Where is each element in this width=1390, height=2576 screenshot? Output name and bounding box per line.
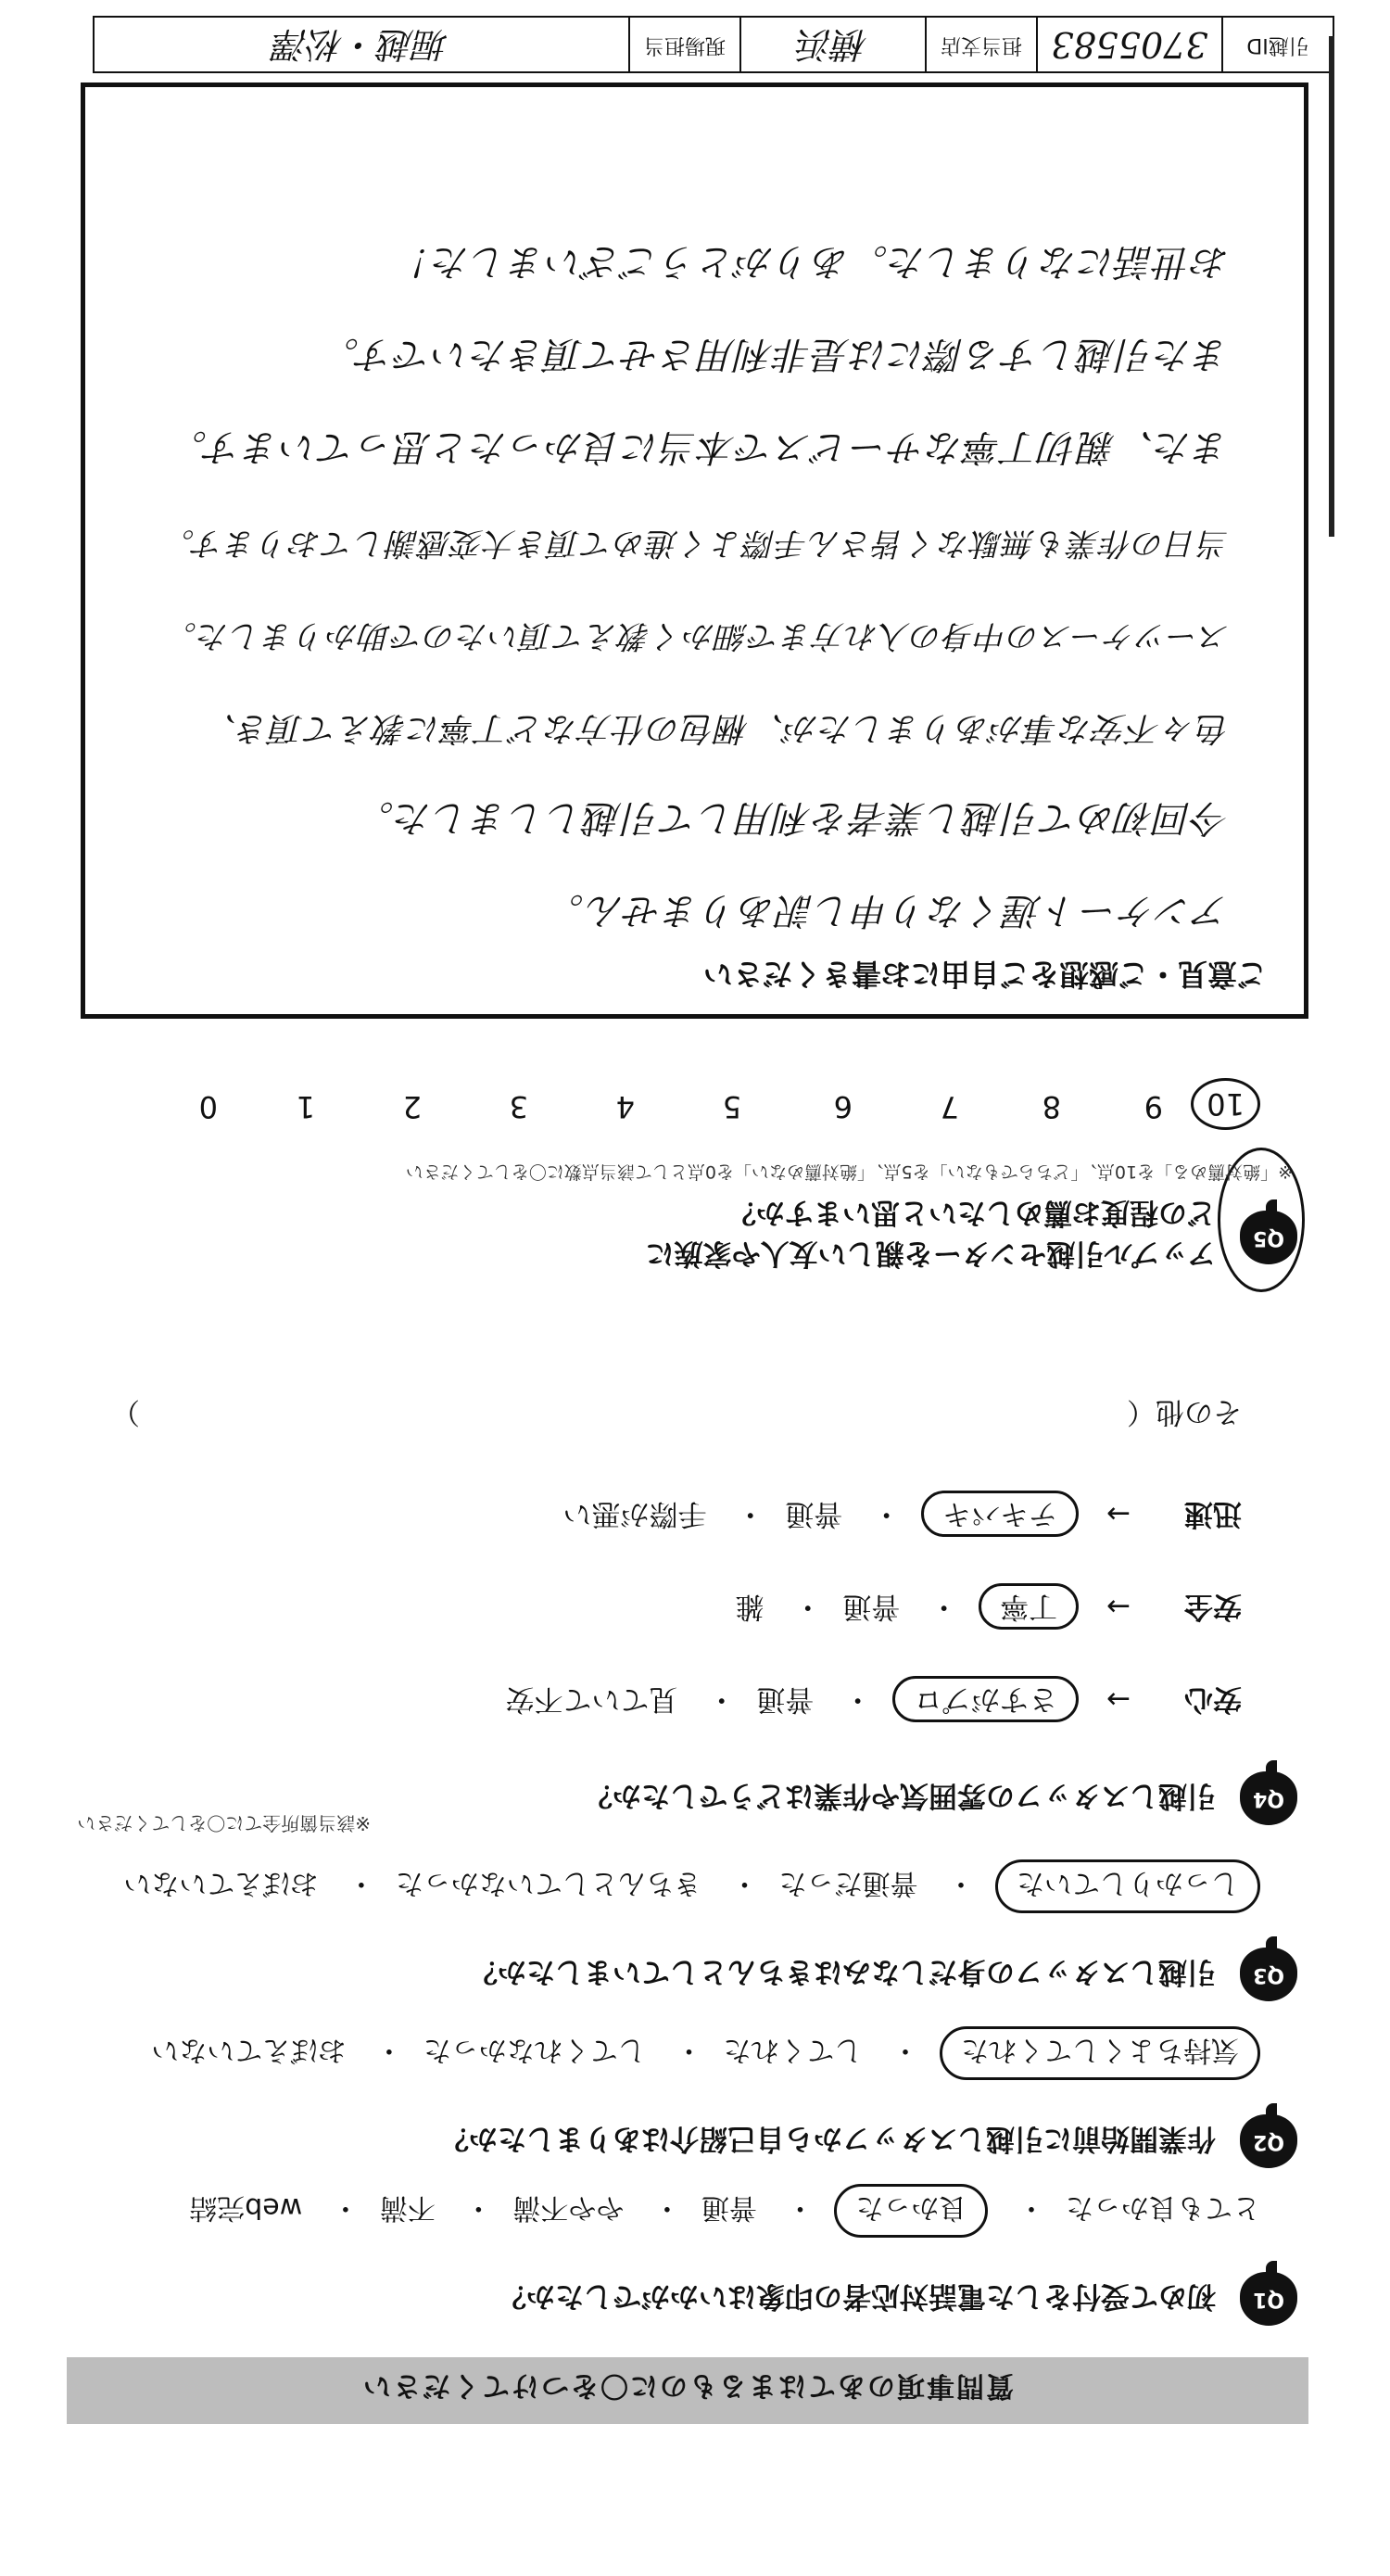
option[interactable]: とても良かった	[1066, 2191, 1260, 2224]
scale-8[interactable]: 8	[1042, 1089, 1061, 1124]
question-3-text: 引越しスタッフの身だしなみはきちんとしていましたか？	[469, 1955, 1216, 1988]
option[interactable]: 普通	[701, 2191, 757, 2224]
option[interactable]: きちんとしていなかった	[395, 1867, 701, 1899]
comment-line: 今回初めて引越し業者を利用して引越ししました。	[356, 796, 1230, 839]
banner-text: 質問事項のあてはまるものに〇をつけてください	[361, 2369, 1014, 2402]
option[interactable]: 普通	[785, 1497, 843, 1530]
question-4-text: 引越しスタッフの雰囲気や作業はどうでしたか？	[584, 1779, 1216, 1812]
comment-line: また、親切丁寧なサービスで本当に良かったと思っています。	[169, 425, 1230, 468]
question-3-options: しっかりしていた・ 普通だった・ きちんとしていなかった・ おぼえていない	[123, 1859, 1260, 1913]
row-label: 迅速	[1184, 1497, 1242, 1530]
comment-title: ご意見・ご感想をご自由にお書きください	[702, 957, 1267, 992]
question-badge-icon: Q4	[1240, 1771, 1297, 1825]
option[interactable]: 見ていて不安	[505, 1682, 678, 1716]
branch-label: 担当支店	[925, 18, 1036, 71]
scale-7[interactable]: 7	[940, 1089, 959, 1124]
scan-edge-mark	[1329, 36, 1334, 537]
scale-1[interactable]: 1	[296, 1089, 315, 1124]
question-4-note: ※該当箇所全てに〇をしてください	[77, 1812, 371, 1834]
branch-value: 横浜	[739, 18, 925, 71]
other-label: その他（	[1127, 1395, 1242, 1428]
question-5-text-line2: どの程度お薦めしたいと思いますか？	[727, 1196, 1216, 1229]
option-selected[interactable]: テキパキ	[921, 1491, 1079, 1537]
option[interactable]: やや不満	[512, 2191, 625, 2224]
option[interactable]: してくれなかった	[423, 2034, 646, 2066]
question-2-options: 気持ちよくしてくれた・ してくれた・ してくれなかった・ おぼえていない	[151, 2026, 1260, 2080]
row-label: 安心	[1184, 1682, 1242, 1716]
row-label: 安全	[1184, 1590, 1242, 1623]
scale-6[interactable]: 6	[833, 1089, 853, 1124]
scale-4[interactable]: 4	[615, 1089, 635, 1124]
question-badge-icon: Q5	[1240, 1211, 1297, 1264]
scale-0[interactable]: 0	[198, 1089, 218, 1124]
id-value: 3705583	[1036, 18, 1221, 71]
staff-value: 堀越・松澤	[273, 24, 450, 65]
q4-other	[111, 1394, 1242, 1436]
option[interactable]: おぼえていない	[151, 2034, 347, 2066]
q4-row-anzen: 安全→ 丁寧・ 普通・ 雑	[735, 1589, 1242, 1631]
comment-line: 当日の作業も無駄なく皆さん手際よく進めて頂き大変感謝しております。	[161, 525, 1230, 562]
option-selected[interactable]: 丁寧	[979, 1583, 1079, 1630]
option-selected[interactable]: しっかりしていた	[995, 1859, 1260, 1913]
option-selected[interactable]: 気持ちよくしてくれた	[940, 2026, 1260, 2080]
option[interactable]: してくれた	[723, 2034, 863, 2066]
q4-row-anshin: 安心→ さすがプロ・ 普通・ 見ていて不安	[505, 1681, 1242, 1723]
option[interactable]: 手際が悪い	[562, 1497, 707, 1530]
scale-2[interactable]: 2	[402, 1089, 422, 1124]
recommend-scale	[56, 1074, 1260, 1130]
option[interactable]: 不満	[379, 2191, 436, 2224]
comment-line: スーツケースの中身の入れ方まで細かく教えて頂いたので助かりました。	[164, 617, 1230, 654]
instruction-banner	[67, 2357, 1308, 2424]
question-1-text: 初めて受付をした電話対応者の印象はいかがでしたか？	[498, 2279, 1216, 2313]
scale-3[interactable]: 3	[509, 1089, 528, 1124]
question-1-options: とても良かった・ 良かった・ 普通・ やや不満・ 不満・ web完結	[189, 2184, 1260, 2238]
question-badge-icon: Q1	[1240, 2272, 1297, 2326]
comment-line: また引越しする際には是非利用させて頂きたいです。	[321, 333, 1230, 375]
comment-line: アンケート遅くなり申し訳ありません。	[546, 889, 1230, 932]
comment-line: お世話になりました。ありがとうございました！	[394, 240, 1230, 283]
question-5-note: ※「絶対薦める」を10点、「どちらでもない」を5点、「絶対薦めない」を0点として該当点数に〇をしてください	[405, 1161, 1293, 1182]
option[interactable]: web完結	[189, 2191, 303, 2224]
id-label: 引越ID	[1221, 18, 1333, 71]
option[interactable]: 普通	[756, 1682, 815, 1716]
q4-row-jinsoku: 迅速→ テキパキ・ 普通・ 手際が悪い	[562, 1496, 1242, 1538]
option[interactable]: 普通	[842, 1590, 901, 1623]
question-5-text-line1: アップル引越センターを親しい友人や家族に	[645, 1237, 1216, 1270]
scale-10-selected[interactable]: 10	[1191, 1078, 1260, 1130]
comment-box[interactable]	[81, 82, 1308, 1019]
question-badge-icon: Q2	[1240, 2114, 1297, 2168]
scale-5[interactable]: 5	[722, 1089, 741, 1124]
option[interactable]: 雑	[735, 1590, 764, 1623]
comment-line: 色々不安な事がありましたが、梱包の仕方など丁寧に教えて頂き、	[202, 709, 1230, 747]
scale-9[interactable]: 9	[1144, 1089, 1163, 1124]
option-selected[interactable]: 良かった	[834, 2184, 988, 2238]
option-selected[interactable]: さすがプロ	[892, 1676, 1079, 1722]
staff-label: 現場担当	[628, 18, 739, 71]
option[interactable]: 普通だった	[778, 1867, 918, 1899]
office-use-table	[93, 16, 1334, 73]
other-close: ）	[111, 1395, 140, 1428]
question-badge-icon: Q3	[1240, 1948, 1297, 2001]
option[interactable]: おぼえていない	[123, 1867, 319, 1899]
question-2-text: 作業開始前に引越しスタッフから自己紹介はありましたか？	[440, 2122, 1216, 2155]
